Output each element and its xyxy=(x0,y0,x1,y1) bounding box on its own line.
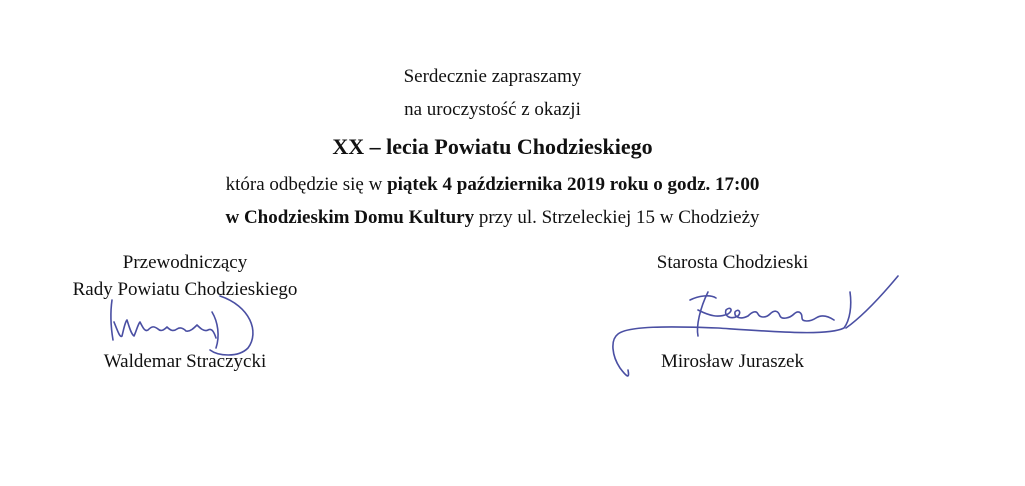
event-venue: w Chodzieskim Domu Kultury xyxy=(225,207,475,228)
right-signatory-role: Starosta Chodzieski xyxy=(656,252,809,273)
invitation-venue-line xyxy=(0,207,985,229)
event-address: przy ul. Strzeleckiej 15 w Chodzieży xyxy=(478,207,760,228)
left-signatory-role-line1: Przewodniczący xyxy=(122,252,248,273)
right-signatory-name: Mirosław Juraszek xyxy=(661,351,804,372)
invitation-date-line xyxy=(0,174,985,196)
left-signatory-role-line2: Rady Powiatu Chodzieskiego xyxy=(72,279,298,300)
invitation-occasion: na uroczystość z okazji xyxy=(404,99,581,120)
invitation-title: XX – lecia Powiatu Chodzieskiego xyxy=(332,134,653,159)
date-line-prefix: która odbędzie się w xyxy=(225,174,383,195)
left-signatory-name: Waldemar Straczycki xyxy=(103,351,267,372)
invitation-greeting: Serdecznie zapraszamy xyxy=(403,66,582,87)
event-date-time: piątek 4 października 2019 roku o godz. 17:00 xyxy=(387,174,760,195)
